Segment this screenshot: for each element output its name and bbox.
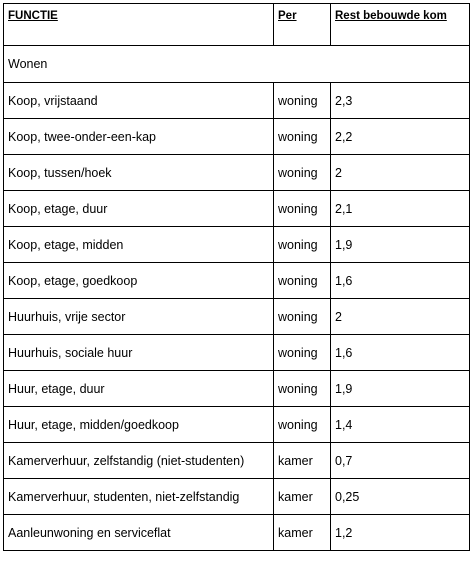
table-row (4, 479, 470, 515)
cell-rest-bebouwde-kom: 2 (331, 299, 470, 335)
header-functie: FUNCTIE (4, 4, 274, 46)
section-row-wonen (4, 46, 470, 83)
header-per: Per (274, 4, 331, 46)
cell-functie: Koop, etage, midden (4, 227, 274, 263)
cell-functie: Huur, etage, midden/goedkoop (4, 407, 274, 443)
cell-functie: Aanleunwoning en serviceflat (4, 515, 274, 551)
header-rest-bebouwde-kom: Rest bebouwde kom (331, 4, 470, 46)
table-row (4, 443, 470, 479)
table-row (4, 515, 470, 551)
document-page (3, 3, 470, 551)
cell-rest-bebouwde-kom: 1,9 (331, 227, 470, 263)
cell-functie: Koop, etage, goedkoop (4, 263, 274, 299)
cell-per: woning (274, 191, 331, 227)
cell-functie: Koop, twee-onder-een-kap (4, 119, 274, 155)
cell-rest-bebouwde-kom: 0,25 (331, 479, 470, 515)
cell-functie: Huur, etage, duur (4, 371, 274, 407)
cell-functie: Huurhuis, vrije sector (4, 299, 274, 335)
table-row (4, 263, 470, 299)
table-header-row (4, 4, 470, 46)
cell-functie: Koop, tussen/hoek (4, 155, 274, 191)
cell-per: woning (274, 407, 331, 443)
parking-norm-table (3, 3, 470, 551)
table-row (4, 371, 470, 407)
cell-per: woning (274, 119, 331, 155)
cell-rest-bebouwde-kom: 1,2 (331, 515, 470, 551)
cell-per: kamer (274, 479, 331, 515)
cell-per: woning (274, 335, 331, 371)
cell-per: woning (274, 83, 331, 119)
cell-rest-bebouwde-kom: 2,3 (331, 83, 470, 119)
cell-per: kamer (274, 443, 331, 479)
section-label: Wonen (4, 46, 470, 83)
cell-functie: Kamerverhuur, studenten, niet-zelfstandig (4, 479, 274, 515)
table-row (4, 335, 470, 371)
cell-rest-bebouwde-kom: 1,6 (331, 335, 470, 371)
cell-rest-bebouwde-kom: 2 (331, 155, 470, 191)
cell-functie: Koop, etage, duur (4, 191, 274, 227)
cell-functie: Kamerverhuur, zelfstandig (niet-studenten) (4, 443, 274, 479)
table-row (4, 155, 470, 191)
cell-per: kamer (274, 515, 331, 551)
table-row (4, 119, 470, 155)
cell-per: woning (274, 155, 331, 191)
cell-per: woning (274, 263, 331, 299)
cell-per: woning (274, 227, 331, 263)
cell-rest-bebouwde-kom: 0,7 (331, 443, 470, 479)
table-row (4, 83, 470, 119)
cell-functie: Huurhuis, sociale huur (4, 335, 274, 371)
cell-functie: Koop, vrijstaand (4, 83, 274, 119)
cell-per: woning (274, 371, 331, 407)
cell-rest-bebouwde-kom: 1,9 (331, 371, 470, 407)
table-row (4, 407, 470, 443)
cell-rest-bebouwde-kom: 2,2 (331, 119, 470, 155)
cell-per: woning (274, 299, 331, 335)
table-row (4, 191, 470, 227)
table-row (4, 299, 470, 335)
cell-rest-bebouwde-kom: 1,6 (331, 263, 470, 299)
cell-rest-bebouwde-kom: 1,4 (331, 407, 470, 443)
table-row (4, 227, 470, 263)
cell-rest-bebouwde-kom: 2,1 (331, 191, 470, 227)
